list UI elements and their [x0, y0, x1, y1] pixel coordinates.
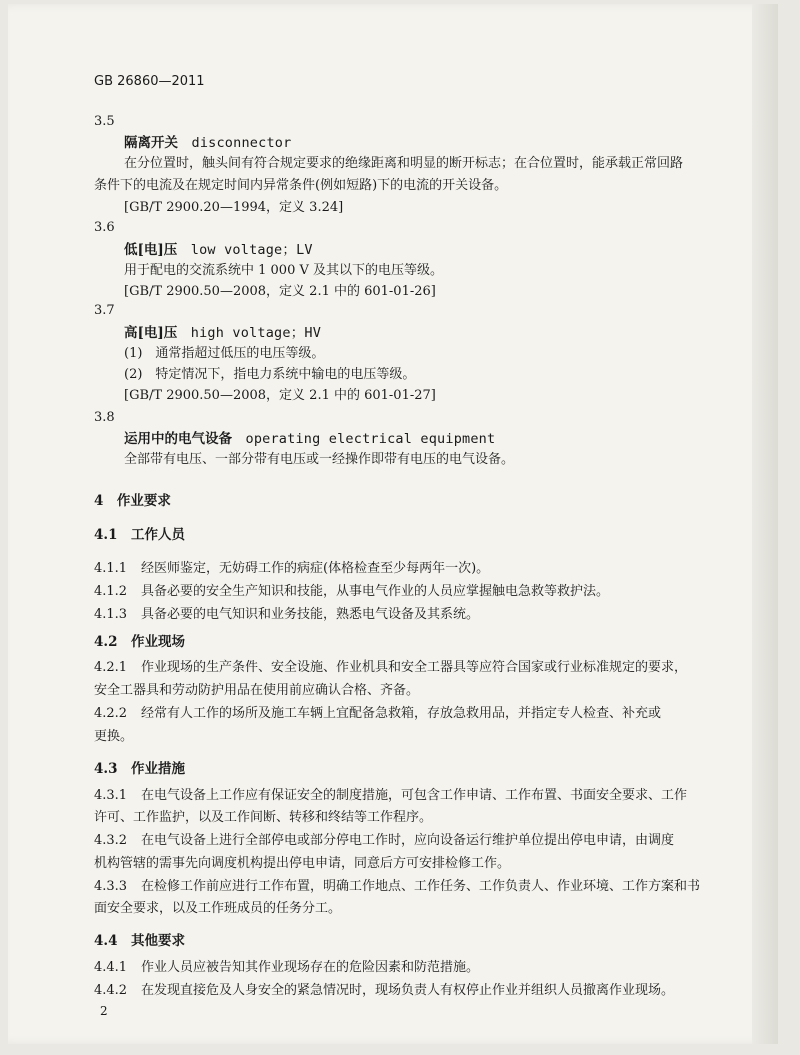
page-edge-shadow: [752, 4, 778, 1044]
clause-3-7-item1: (1) 通常指超过低压的电压等级。: [124, 346, 325, 361]
clause-3-6-reference: [GB/T 2900.50—2008，定义 2.1 中的 601-01-26]: [124, 284, 436, 299]
item-4-4-1: 4.4.1 作业人员应被告知其作业现场存在的危险因素和防范措施。: [94, 960, 480, 975]
clause-3-6-term: 低[电]压 low voltage；LV: [124, 242, 313, 258]
item-4-2-2-line2: 更换。: [94, 729, 134, 744]
clause-3-7-term: 高[电]压 high voltage；HV: [124, 325, 322, 341]
item-4-2-1-line1: 4.2.1 作业现场的生产条件、安全设施、作业机具和安全工器具等应符合国家或行业标准规定的要求，: [94, 660, 688, 675]
clause-3-8-def: 全部带有电压、一部分带有电压或一经操作即带有电压的电气设备。: [124, 452, 515, 467]
section-4-2-title: 4.2 作业现场: [94, 634, 185, 650]
clause-3-8-term: 运用中的电气设备 operating electrical equipment: [124, 431, 496, 447]
clause-3-7-reference: [GB/T 2900.50—2008，定义 2.1 中的 601-01-27]: [124, 388, 436, 403]
standard-number: GB 26860—2011: [94, 74, 205, 89]
clause-3-6-number: 3.6: [94, 220, 115, 235]
clause-3-5-term: 隔离开关 disconnector: [124, 135, 292, 151]
section-4-4-title: 4.4 其他要求: [94, 933, 185, 949]
clause-3-7-item2: (2) 特定情况下，指电力系统中输电的电压等级。: [124, 367, 416, 382]
clause-3-6-def: 用于配电的交流系统中 1 000 V 及其以下的电压等级。: [124, 263, 444, 278]
item-4-3-3-line1: 4.3.3 在检修工作前应进行工作布置，明确工作地点、工作任务、工作负责人、作业环境、工作方案和书: [94, 879, 701, 894]
clause-3-7-number: 3.7: [94, 303, 115, 318]
clause-3-8-number: 3.8: [94, 410, 115, 425]
item-4-2-2-line1: 4.2.2 经常有人工作的场所及施工车辆上宜配备急救箱，存放急救用品，并指定专人检查、补充或: [94, 706, 662, 721]
item-4-3-1-line1: 4.3.1 在电气设备上工作应有保证安全的制度措施，可包含工作申请、工作布置、书面安全要求、工作: [94, 788, 688, 803]
clause-3-5-reference: [GB/T 2900.20—1994，定义 3.24]: [124, 200, 344, 215]
clause-3-5-number: 3.5: [94, 114, 115, 129]
item-4-1-3: 4.1.3 具备必要的电气知识和业务技能，熟悉电气设备及其系统。: [94, 607, 480, 622]
item-4-2-1-line2: 安全工器具和劳动防护用品在使用前应确认合格、齐备。: [94, 683, 420, 698]
item-4-3-2-line2: 机构管辖的需事先向调度机构提出停电申请，同意后方可安排检修工作。: [94, 856, 511, 871]
chapter-4-title: 4 作业要求: [94, 493, 171, 509]
item-4-1-2: 4.1.2 具备必要的安全生产知识和技能，从事电气作业的人员应掌握触电急救等救护法。: [94, 584, 610, 599]
item-4-1-1: 4.1.1 经医师鉴定，无妨碍工作的病症(体格检查至少每两年一次)。: [94, 561, 490, 576]
item-4-4-2: 4.4.2 在发现直接危及人身安全的紧急情况时，现场负责人有权停止作业并组织人员撤离作业现场。: [94, 983, 675, 998]
item-4-3-3-line2: 面安全要求，以及工作班成员的任务分工。: [94, 901, 342, 916]
item-4-3-1-line2: 许可、工作监护，以及工作间断、转移和终结等工作程序。: [94, 810, 433, 825]
section-4-3-title: 4.3 作业措施: [94, 761, 185, 777]
document-page: [8, 4, 778, 1044]
page-number: 2: [100, 1004, 108, 1018]
clause-3-5-def-line1: 在分位置时，触头间有符合规定要求的绝缘距离和明显的断开标志；在合位置时，能承载正常回路: [124, 156, 684, 171]
item-4-3-2-line1: 4.3.2 在电气设备上进行全部停电或部分停电工作时，应向设备运行维护单位提出停电申请，由调度: [94, 833, 675, 848]
clause-3-5-def-line2: 条件下的电流及在规定时间内异常条件(例如短路)下的电流的开关设备。: [94, 178, 508, 193]
section-4-1-title: 4.1 工作人员: [94, 527, 185, 543]
